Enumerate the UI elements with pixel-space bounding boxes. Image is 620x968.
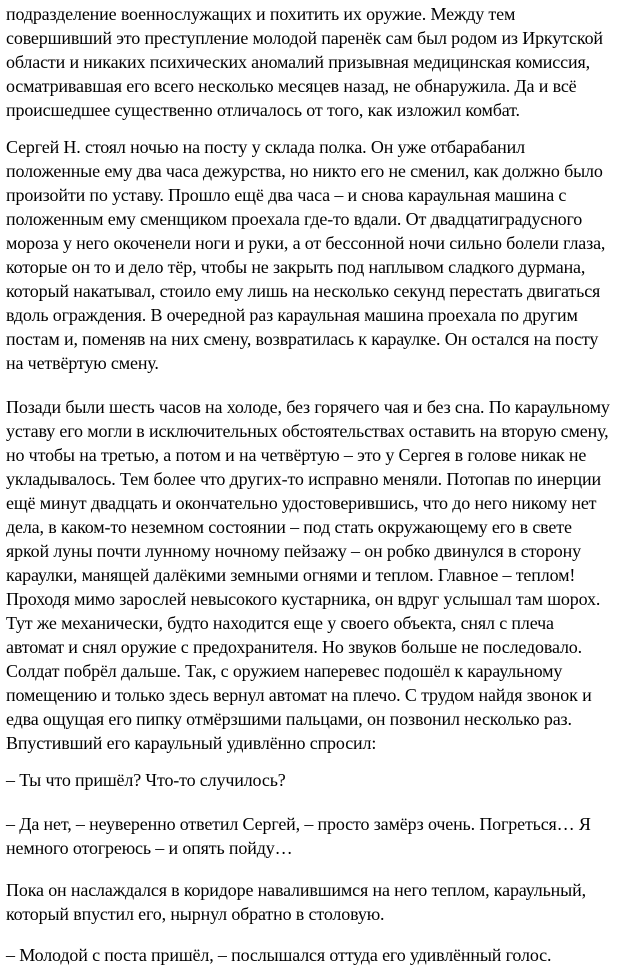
text-line: Пока он наслаждался в коридоре навалившимся на него теплом, караульный, <box>6 880 586 900</box>
text-line: – Молодой с поста пришёл, – послышался оттуда его удивлённый голос. <box>6 945 552 965</box>
paragraph-5 <box>6 812 618 860</box>
text-line: Сергей Н. стоял ночью на посту у склада полка. Он уже отбарабанил <box>6 137 525 157</box>
text-line: укладывалось. Тем более что других-то исправно меняли. Потопав по инерции <box>6 469 601 489</box>
text-line: положенные ему два часа дежурства, но никто его не сменил, как должно было <box>6 161 603 181</box>
text-line: дела, в каком-то неземном состоянии – под стать окружающему его в свете <box>6 517 572 537</box>
text-line: которые он то и дело тёр, чтобы не закрыть под наплывом сладкого дурмана, <box>6 257 586 277</box>
text-line: осматривавшая его всего несколько месяцев назад, не обнаружила. Да и всё <box>6 76 577 96</box>
text-line: Тут же механически, будто находится еще у своего объекта, снял с плеча <box>6 613 554 633</box>
text-line: положенным ему сменщиком проехала где-то вдали. От двадцатиградусного <box>6 209 583 229</box>
paragraph-1 <box>6 2 618 122</box>
text-line: уставу его могли в исключительных обстоятельствах оставить на вторую смену, <box>6 421 609 441</box>
text-line: автомат и снял оружие с предохранителя. Но звуков больше не последовало. <box>6 637 583 657</box>
text-line: Позади были шесть часов на холоде, без горячего чая и без сна. По караульному <box>6 397 610 417</box>
text-line: произойти по уставу. Прошло ещё два часа – и снова караульная машина с <box>6 185 567 205</box>
text-line: помещению и только здесь вернул автомат на плечо. С трудом найдя звонок и <box>6 685 592 705</box>
text-line: вдоль ограждения. В очередной раз караульная машина проехала по другим <box>6 305 578 325</box>
text-line: на четвёртую смену. <box>6 353 159 373</box>
text-line: Проходя мимо зарослей невысокого кустарника, он вдруг услышал там шорох. <box>6 589 601 609</box>
text-line: караулки, манящей далёкими земными огнями и теплом. Главное – теплом! <box>6 565 576 585</box>
text-line: Впустивший его караульный удивлённо спросил: <box>6 733 377 753</box>
text-line: мороза у него окоченели ноги и руки, а от бессонной ночи сильно болели глаза, <box>6 233 606 253</box>
paragraph-3 <box>6 395 618 755</box>
text-line: постам и, поменяв на них смену, возвратилась к караулке. Он остался на посту <box>6 329 599 349</box>
text-line: яркой луны почти лунному ночному пейзажу – он робко двинулся в сторону <box>6 541 581 561</box>
text-line: который впустил его, нырнул обратно в столовую. <box>6 904 385 924</box>
text-line: ещё минут двадцать и окончательно удостоверившись, что до него никому нет <box>6 493 597 513</box>
paragraph-4 <box>6 768 618 792</box>
text-line: подразделение военнослужащих и похитить их оружие. Между тем <box>6 4 516 24</box>
text-line: который накатывал, стоило ему лишь на несколько секунд перестать двигаться <box>6 281 601 301</box>
text-line: области и никаких психических аномалий призывная медицинская комиссия, <box>6 52 590 72</box>
text-line: – Да нет, – неуверенно ответил Сергей, – просто замёрз очень. Погреться… Я <box>6 814 591 834</box>
paragraph-6 <box>6 878 618 926</box>
text-line: Солдат побрёл дальше. Так, с оружием наперевес подошёл к караульному <box>6 661 563 681</box>
text-line: происшедшее существенно отличалось от того, как изложил комбат. <box>6 100 520 120</box>
paragraph-7 <box>6 943 618 967</box>
text-line: немного отогреюсь – и опять пойду… <box>6 838 293 858</box>
paragraph-2 <box>6 135 618 375</box>
text-line: едва ощущая его пипку отмёрзшими пальцами, он позвонил несколько раз. <box>6 709 572 729</box>
text-line: совершивший это преступление молодой паренёк сам был родом из Иркутской <box>6 28 603 48</box>
text-line: но чтобы на третью, а потом и на четвёртую – это у Сергея в голове никак не <box>6 445 587 465</box>
text-line: – Ты что пришёл? Что-то случилось? <box>6 770 286 790</box>
